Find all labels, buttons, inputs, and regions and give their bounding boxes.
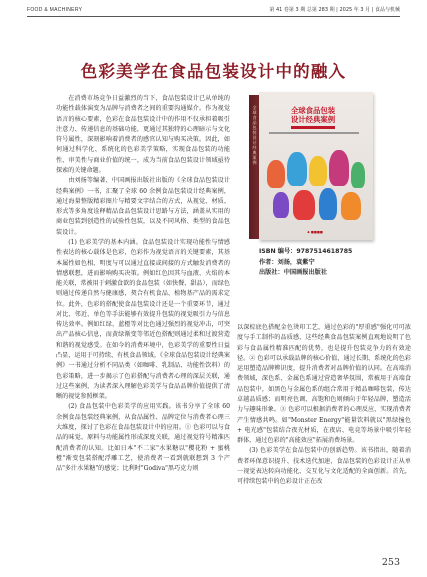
article-title: 色彩美学在食品包装设计中的融入 bbox=[80, 62, 347, 81]
cover-stripe bbox=[269, 132, 359, 134]
right-column bbox=[237, 323, 411, 553]
book-publisher: 出版社：中国画报出版社 bbox=[259, 269, 328, 276]
book-info bbox=[259, 247, 352, 279]
cover-title: 全球食品包装 设计经典案例 bbox=[290, 106, 336, 124]
cover-packaging-figures bbox=[263, 142, 367, 222]
book-isbn: ISBN 编号：9787514618785 bbox=[259, 248, 353, 255]
cover-publisher-logo: ◆ ■■■■ bbox=[307, 230, 323, 234]
running-header-journal: FOOD & MACHINERY bbox=[27, 7, 83, 13]
book-front-cover bbox=[259, 92, 373, 240]
paragraph: 由刘扬等编著、中国画报出版社出版的《全球食品包装设计经典案例》一书，汇聚了全球 60 余例食品包装设计经典案例，通过海量整版精彩图片与精要文字结合的方式，从视觉、材质、形式等多角度诠释精品食品包装设计思路与方法，涵盖从实用的商业包装到创造性的试验性包装，以及不同风格、类型的食品包装设计。 bbox=[56, 177, 230, 236]
page-number: 253 bbox=[381, 557, 400, 568]
running-header-issue: 第 41 卷第 3 期 总第 283 期 | 2025 年 3 月 | 食品与机械 bbox=[269, 7, 400, 13]
book-cover-image bbox=[249, 90, 381, 244]
spine-title: 全球食品包装设计经典案例 bbox=[252, 105, 257, 165]
header-rule bbox=[27, 16, 400, 17]
paragraph: 以深棕底色搭配金色烫印工艺，通过色彩的"厚重感"强化可可浓度与手工制作的品质感，这些经典食品包装案例直观地说明了色彩与食品属性精准匹配的优势，也是提升包装竞争力的有效途径。② 色彩可以承载品牌的核心价值，通过长期、系统化的色彩运用塑造品牌辨识度，提升消费者对品牌价值的认同。在高端消费领域，深色系、金属色系通过营造奢华氛围，常被用于高端食品包装中，如黑色与金属色系的组合常用于精品咖啡包装，传达卓越品质感；而明亮色调、高饱和色则倾向于年轻品牌，塑造活力与趣味形象。③ 色彩可以根据消费者的心理反应，实现消费者产生情感共鸣。如"Monster Energy"能量饮料就以"黑绿撞色 + 电光感"包装结合夜光材质，在夜店、电竞等场景中吸引年轻群体，通过色彩的"高能效应"拓展消费场景。 bbox=[237, 324, 411, 445]
cover-red-bar bbox=[291, 126, 335, 129]
paragraph: (3) 色彩美学在食品包装中的创新趋势。该书指出，随着消费者环保意识提升、技术迭代加速，食品包装的色彩设计正从单一视觉表达转向功能化、交互化与文化适配的全面创新。首先，可持续包装中的色彩设计正在改 bbox=[237, 447, 411, 486]
left-column bbox=[56, 94, 230, 554]
paragraph: (1) 色彩美学的基本内涵。食品包装设计实现功能性与情感性表达的核心载体是色彩，色彩作为视觉语言的关键要素，其基本属性如色相、明度与可以通过直接或间接的方式触发消费者的情感联想，进而影响购买决策。例如红色因其与血液、火焰的本能关联，常被用于刺激食欲的食品包装（如快餐、甜品），而绿色则通过传递自然与健康感，契合有机食品、植物基产品的需求定位。此外，色彩的搭配使食品包装设计还是一个重要环节，通过对比、邻近、单色等手法能够有效提升包装的视觉吸引力与信息传达效率。例如红绿、蓝橙等对比色通过强烈的视觉冲击，可突出产品核心信息，而黄绿渐变等邻近色搭配则通过柔和过渡营造和谐的视觉感受。在如今的消费环境中，色彩美学的重要性日益凸显，运用于可持续、有机食品领域。《全球食品包装设计经典案例》一书通过分析不同品类（如咖啡、乳制品、功能性饮料）的色彩策略，进一步揭示了色彩搭配与消费者心理的深层关联，通过这些案例，为读者深入理解色彩美学与食品品牌价值提供了清晰的视觉参照框架。 bbox=[56, 238, 230, 401]
paragraph: 在消费市场竞争日益激烈的当下，食品包装设计已从单纯的功能性载体演变为品牌与消费者之间的重要沟通媒介。作为视觉语言的核心要素，色彩在食品包装设计中的作用不仅承担着吸引注意力、传递信息的基础功能，更通过其独特的心理暗示与文化符号属性，深刻影响着消费者的感官认知与购买决策。因此，如何通过科学化、系统化的色彩美学策略，实现食品包装的功能性、审美性与商业价值的统一，成为当前食品包装设计领域亟待探索的关键命题。 bbox=[56, 95, 230, 174]
book-author: 作者：刘扬，袁紫宁 bbox=[259, 258, 315, 266]
paragraph: (2) 食品包装中色彩美学的应用实践。该书分享了全球 60 余例食品包装经典案例，从食品属性、品牌定位与消费者心理三大维度，探讨了色彩在食品包装设计中的应用。① 色彩可以与食品的味觉、原料与功能属性形成深度关联，通过视觉符号精准匹配消费者的认知。比如日本"不二家"水果糖以"樱花粉 + 蜜桃橙"渐变包装搭配浮雕工艺，使消费者一看到就联想到 3 个产品"多汁水果糖"的感觉；比利时"Godiva"黑巧克力则 bbox=[56, 403, 230, 473]
